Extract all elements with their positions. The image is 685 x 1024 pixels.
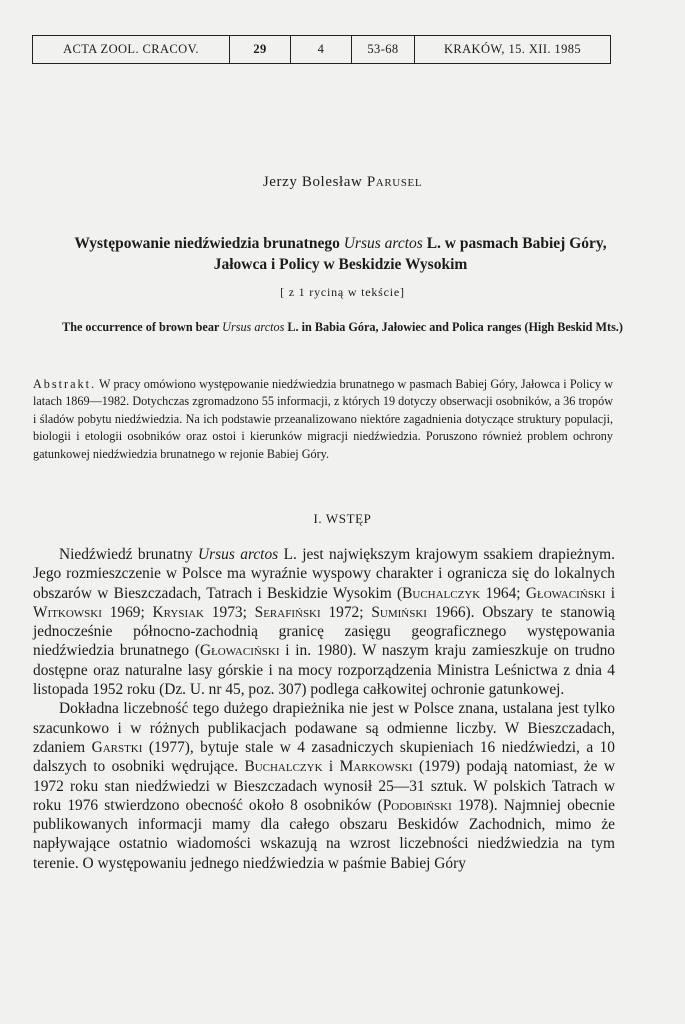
p2-author-3: Markowski [339,758,413,776]
p1-author-5: Serafiński [254,603,321,621]
place-date: KRAKÓW, 15. XII. 1985 [443,42,582,56]
p2-author-2: Buchalczyk [244,758,323,776]
p1-species: Ursus arctos [198,546,279,563]
p1-author-1: Buchalczyk [402,584,481,602]
p1-s8: 1966). Obszary te stanowią jednocześnie północno-zachodnią granicę zasięgu geograficznego występowania niedźwiedzia brunatnego ( [33,603,615,660]
p1-author-7: Głowaciński [199,642,280,660]
abstract [33,376,613,463]
title-part1: Występowanie niedźwiedzia brunatnego [74,235,340,252]
p2-s2: (1977), bytuje stale w 4 zasadniczych skupieniach 16 niedźwiedzi, a 10 dalszych to osobniki wędrujące. [33,738,615,776]
p1-s7: 1972; [320,603,372,621]
p1-s5: 1969; [101,603,153,621]
p1-author-2: Głowaciński [525,584,606,602]
p2-author-1: Garstki [91,738,143,756]
p1-author-6: Sumiński [371,603,427,621]
page-range: 53-68 [352,36,415,63]
p1-s1: Niedźwiedź brunatny [59,546,193,563]
abstract-text: W pracy omówiono występowanie niedźwiedzia brunatnego w pasmach Babiej Góry, Jałowca i Policy w latach 1869—1982. Dotychczas zgromadzono 55 informacji, z których 19 dotyczy obserwacji osobników, a 36 tropów i śladów pobytu niedźwiedzia. Na ich podstawie przeanalizowano niektóre zagadnienia dotyczące struktury populacji, biologii i etologii osobników oraz ostoi i kierunków migracji niedźwiedzia. Poruszono również problem ochrony gatunkowej niedźwiedzia brunatnego w rejonie Babiej Góry. [33,377,614,461]
body-paragraph-2 [33,699,615,873]
volume-number: 29 [230,36,291,63]
author-line [0,174,685,191]
p1-s6: 1973; [204,603,255,621]
p2-s1: Dokładna liczebność tego dużego drapieżnika nie jest w Polsce znana, ustalana jest tylko szacunkowo i w różnych publikacjach podawane są odmienne liczby. W Bieszczadach, zdaniem [33,700,615,756]
title-part2: L. w pasmach Babiej Góry, [426,235,607,252]
english-title-species: Ursus arctos [222,320,285,334]
issue-number: 4 [291,36,352,63]
title-line2: Jałowca i Policy w Beskidzie Wysokim [213,256,468,273]
section-heading: I. WSTĘP [313,511,372,526]
body-text [33,545,615,873]
title-species: Ursus arctos [343,235,423,252]
english-title [20,320,665,335]
english-title-part1: The occurrence of brown bear [62,320,220,334]
journal-name: ACTA ZOOL. CRACOV. [33,36,230,63]
english-title-part2: L. in Babia Góra, Jałowiec and Polica ranges (High Beskid Mts.) [287,320,623,334]
author-surname: Parusel [366,174,423,190]
p1-s4: i [605,584,615,602]
p1-s2: L. jest największym krajowym ssakiem drapieżnym. Jego rozmieszczenie w Polsce ma wyraźnie wyspowy charakter i ogranicza się do lokalnych obszarów w Bieszczadach, Tatrach i Beskidzie Wysokim ( [33,546,615,602]
p2-author-4: Podobiński [382,796,452,814]
p1-author-3: Witkowski [33,603,102,621]
p1-s9: i in. 1980). W naszym kraju zamieszkuje on trudno dostępne oraz naturalne lasy górskie i na mocy rozporządzenia Ministra Leśnictwa z dnia 4 listopada 1952 roku (Dz. U. nr 45, poz. 307) podlega całkowitej ochronie gatunkowej. [33,642,615,699]
journal-header [32,35,611,64]
body-paragraph-1 [33,545,615,699]
article-title [28,233,653,275]
author-given-name: Jerzy Bolesław [262,174,363,190]
p1-author-4: Krysiak [152,603,205,621]
figure-note: [ z 1 ryciną w tekście] [280,285,405,299]
p1-s3: 1964; [480,584,526,602]
p2-s3: i [322,758,340,776]
p2-s4: (1979) podają natomiast, że w 1972 roku stan niedźwiedzi w Bieszczadach wynosił 25—31 sztuk. W polskich Tatrach w roku 1976 stwierdzono obecność około 8 osobników ( [33,758,615,814]
p2-s5: 1978). Najmniej obecnie publikowanych informacji mamy dla całego obszaru Beskidów Zachodnich, mimo że napływające ostatnio wiadomości wskazują na wzrost liczebności niedźwiedzia na tym terenie. O występowaniu jednego niedźwiedzia w paśmie Babiej Góry [33,796,615,872]
abstract-label: Abstrakt. [33,377,97,391]
